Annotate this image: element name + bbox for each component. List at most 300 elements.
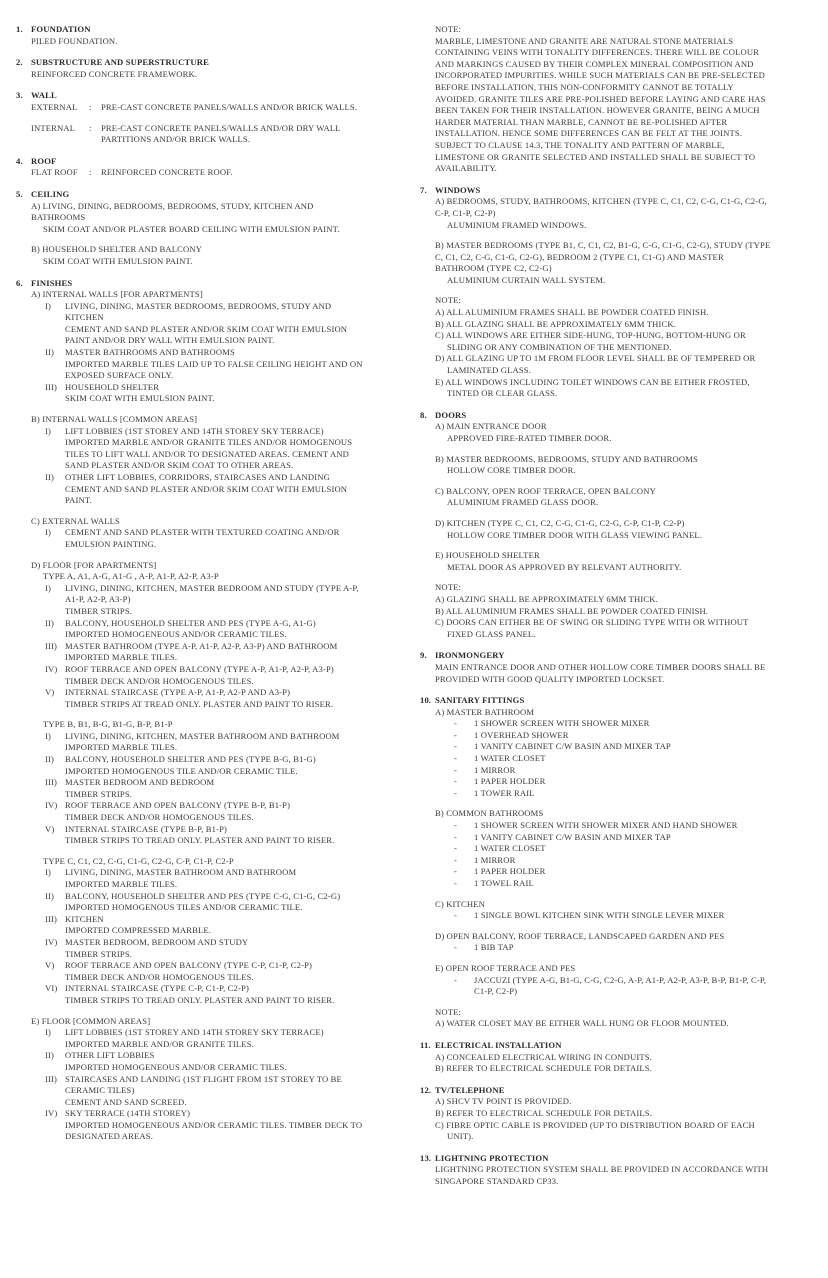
finish-item	[31, 777, 368, 800]
fitting-item	[435, 741, 772, 753]
finish-item	[31, 960, 368, 983]
subsection-head: A) BEDROOMS, STUDY, BATHROOMS, KITCHEN (TYPE C, C1, C2, C-G, C1-G, C2-G, C-P, C1-P, C2-P)	[435, 196, 767, 218]
item-text	[65, 664, 368, 687]
subsection-head: A) LIVING, DINING, BEDROOMS, BEDROOMS, STUDY, KITCHEN AND BATHROOMS	[31, 200, 314, 223]
finish-item	[31, 618, 368, 641]
item-marker: VI)	[45, 983, 58, 994]
spec-row	[16, 102, 368, 114]
subsection-text: SKIM COAT AND/OR PLASTER BOARD CEILING WITH EMULSION PAINT.	[43, 223, 340, 234]
item-title: ROOF TERRACE AND OPEN BALCONY (TYPE A-P, A1-P, A2-P, A3-P)	[65, 663, 334, 674]
finish-item	[31, 914, 368, 937]
section-text: LIGHTNING PROTECTION SYSTEM SHALL BE PROVIDED IN ACCORDANCE WITH SINGAPORE STANDARD CP33.	[435, 1164, 769, 1186]
subsection-head: B) MASTER BEDROOMS (TYPE B1, C, C1, C2, B1-G, C-G, C1-G, C2-G), STUDY (TYPE C, C1, C2, C-G, C1-G, C2-G), BEDROOM 2 (TYPE C1, C1-G) AND MASTER BATHROOM (TYPE C2, C2-G)	[435, 240, 771, 274]
fitting-text: 1 BIB TAP	[474, 942, 514, 953]
doors-section	[420, 410, 772, 641]
item-text	[65, 347, 368, 382]
section-text: REINFORCED CONCRETE FRAMEWORK.	[31, 68, 198, 79]
item-detail: IMPORTED MARBLE AND/OR GRANITE TILES AND/OR HOMOGENOUS TILES TO LIFT WALL AND/OR TO DESIGNATED AREAS. CEMENT AND SAND PLASTER AND/OR SKIM COAT TO OTHER AREAS.	[65, 437, 353, 471]
subsection	[16, 201, 368, 236]
item-marker: III)	[45, 913, 58, 924]
spec-key: FLAT ROOF	[31, 167, 78, 178]
fitting-text: 1 PAPER HOLDER	[474, 776, 546, 787]
section-heading	[16, 189, 368, 201]
subsection	[16, 244, 368, 267]
item-title: INTERNAL STAIRCASE (TYPE C-P, C1-P, C2-P)	[65, 983, 249, 994]
spacer	[435, 922, 772, 931]
section-text: MAIN ENTRANCE DOOR AND OTHER HOLLOW CORE TIMBER DOORS SHALL BE PROVIDED WITH GOOD QUALITY IMPORTED LOCKSET.	[435, 661, 766, 684]
item-detail: TIMBER DECK AND/OR HOMOGENOUS TILES.	[65, 675, 254, 686]
sanitary-section	[420, 695, 772, 1030]
item-text	[65, 618, 368, 641]
item-title: LIVING, DINING, MASTER BEDROOMS, BEDROOMS, STUDY AND KITCHEN	[65, 300, 332, 323]
electrical-section	[420, 1040, 772, 1075]
dash-marker: -	[454, 764, 458, 775]
section-heading	[420, 695, 772, 707]
note-label: NOTE:	[435, 1006, 462, 1017]
item-marker: I)	[45, 527, 52, 538]
item-text	[65, 472, 368, 507]
subsection-head: D) OPEN BALCONY, ROOF TERRACE, LANDSCAPED GARDEN AND PES	[435, 930, 725, 941]
spacer	[31, 551, 368, 560]
finish-item	[31, 426, 368, 472]
item-text	[65, 983, 368, 1006]
subsection-head: A) INTERNAL WALLS [FOR APARTMENTS]	[31, 289, 203, 300]
dash-marker: -	[454, 831, 458, 842]
item-text	[65, 800, 368, 823]
spec-colon: :	[89, 167, 92, 178]
finish-item	[31, 1027, 368, 1050]
item-title: MASTER BATHROOM (TYPE A-P, A1-P, A2-P, A3-P) AND BATHROOM	[65, 640, 338, 651]
fitting-item	[435, 776, 772, 788]
fitting-text: 1 TOWER RAIL	[474, 787, 535, 798]
section-line: A) CONCEALED ELECTRICAL WIRING IN CONDUITS.	[435, 1051, 652, 1062]
section-number: 9.	[420, 650, 427, 661]
spec-section	[16, 57, 368, 80]
item-title: INTERNAL STAIRCASE (TYPE A-P, A1-P, A2-P AND A3-P)	[65, 687, 291, 698]
item-title: BALCONY, HOUSEHOLD SHELTER AND PES (TYPE A-G, A1-G)	[65, 617, 316, 628]
subsection-head: B) MASTER BEDROOMS, BEDROOMS, STUDY AND BATHROOMS	[435, 453, 698, 464]
spec-section	[16, 189, 368, 268]
item-detail: IMPORTED MARBLE TILES.	[65, 652, 178, 663]
section-heading	[16, 156, 368, 168]
stone-note	[420, 24, 772, 175]
spacer	[31, 847, 368, 856]
section-title: WINDOWS	[435, 184, 481, 195]
subsection-text: ALUMINIUM FRAMED WINDOWS.	[447, 219, 587, 230]
item-detail: TIMBER DECK AND/OR HOMOGENOUS TILES.	[65, 971, 254, 982]
finish-item	[31, 754, 368, 777]
section-body	[420, 1096, 772, 1142]
spacer	[435, 477, 772, 486]
fitting-text: 1 WATER CLOSET	[474, 843, 546, 854]
item-text	[65, 777, 368, 800]
finish-item	[31, 824, 368, 847]
item-text	[65, 641, 368, 664]
item-text	[65, 824, 368, 847]
fitting-text: 1 WATER CLOSET	[474, 753, 546, 764]
section-heading	[420, 1153, 772, 1165]
item-title: MASTER BEDROOM, BEDROOM AND STUDY	[65, 936, 249, 947]
dash-marker: -	[454, 741, 458, 752]
item-marker: I)	[45, 582, 52, 593]
note-body	[420, 24, 772, 175]
item-title: LIVING, DINING, KITCHEN, MASTER BATHROOM AND BATHROOM	[65, 730, 340, 741]
spacer	[16, 114, 368, 123]
finish-item	[31, 641, 368, 664]
left-column	[16, 24, 368, 1143]
fitting-text: 1 MIRROR	[474, 854, 516, 865]
section-body	[420, 1164, 772, 1187]
item-marker: IV)	[45, 1108, 58, 1119]
section-heading	[420, 650, 772, 662]
item-title: SKY TERRACE (14TH STOREY)	[65, 1108, 191, 1119]
spacer	[435, 799, 772, 808]
item-title: STAIRCASES AND LANDING (1ST FLIGHT FROM 1ST STOREY TO BE CERAMIC TILES)	[65, 1073, 342, 1096]
section-number: 8.	[420, 409, 427, 420]
subsection-text: SKIM COAT WITH EMULSION PAINT.	[43, 255, 193, 266]
spec-value: PRE-CAST CONCRETE PANELS/WALLS AND/OR BRICK WALLS.	[101, 101, 358, 112]
subsection-head: E) FLOOR [COMMON AREAS]	[31, 1015, 151, 1026]
item-marker: II)	[45, 472, 55, 482]
item-detail: IMPORTED HOMOGENEOUS AND/OR CERAMIC TILES. TIMBER DECK TO DESIGNATED AREAS.	[65, 1119, 363, 1142]
type-label: TYPE A, A1, A-G, A1-G , A-P, A1-P, A2-P, A3-P	[43, 571, 219, 582]
note-item: B) ALL GLAZING SHALL BE APPROXIMATELY 6MM THICK.	[435, 318, 677, 329]
dash-marker: -	[454, 843, 458, 854]
item-title: LIFT LOBBIES (1ST STOREY AND 14TH STOREY SKY TERRACE)	[65, 425, 324, 436]
item-marker: I)	[45, 300, 52, 311]
section-line: A) SHCV TV POINT IS PROVIDED.	[435, 1096, 572, 1107]
item-text	[65, 1074, 368, 1109]
dash-marker: -	[454, 776, 458, 787]
item-detail: TIMBER STRIPS.	[65, 948, 133, 959]
spacer	[31, 1007, 368, 1016]
spec-value: PRE-CAST CONCRETE PANELS/WALLS AND/OR DRY WALL PARTITIONS AND/OR BRICK WALLS.	[101, 122, 341, 145]
item-detail: TIMBER STRIPS.	[65, 788, 133, 799]
fitting-item	[435, 765, 772, 777]
item-detail: TIMBER STRIPS TO TREAD ONLY. PLASTER AND PAINT TO RISER.	[65, 994, 335, 1005]
fitting-item	[435, 843, 772, 855]
note-item: C) DOORS CAN EITHER BE OF SWING OR SLIDING TYPE WITH OR WITHOUT FIXED GLASS PANEL.	[435, 617, 749, 639]
note-label: NOTE:	[435, 295, 462, 306]
section-number: 7.	[420, 184, 427, 195]
section-line: B) REFER TO ELECTRICAL SCHEDULE FOR DETAILS.	[435, 1063, 653, 1074]
finish-item	[31, 891, 368, 914]
finish-item	[31, 983, 368, 1006]
item-detail: CEMENT AND SAND SCREED.	[65, 1096, 187, 1107]
finish-item	[31, 1108, 368, 1143]
section-number: 5.	[16, 188, 23, 199]
fitting-item	[435, 975, 772, 998]
item-text	[65, 1108, 368, 1143]
item-detail: IMPORTED MARBLE AND/OR GRANITE TILES.	[65, 1038, 254, 1049]
spacer	[31, 507, 368, 516]
fitting-text: 1 OVERHEAD SHOWER	[474, 729, 569, 740]
item-text	[65, 301, 368, 347]
fitting-text: 1 VANITY CABINET C/W BASIN AND MIXER TAP	[474, 831, 671, 842]
finish-item	[31, 731, 368, 754]
finish-item	[31, 687, 368, 710]
section-title: SANITARY FITTINGS	[435, 695, 525, 706]
item-title: LIVING, DINING, MASTER BATHROOM AND BATHROOM	[65, 867, 297, 878]
dash-marker: -	[454, 718, 458, 729]
subsection-text: ALUMINIUM CURTAIN WALL SYSTEM.	[447, 274, 606, 285]
section-title: FINISHES	[31, 277, 73, 288]
spacer	[435, 998, 772, 1007]
section-title: IRONMONGERY	[435, 650, 505, 661]
section-heading	[420, 410, 772, 422]
item-detail: IMPORTED COMPRESSED MARBLE.	[65, 925, 212, 936]
item-detail: TIMBER DECK AND/OR HOMOGENOUS TILES.	[65, 812, 254, 823]
section-number: 4.	[16, 155, 23, 166]
fitting-text: 1 PAPER HOLDER	[474, 866, 546, 877]
finish-item	[31, 527, 368, 550]
subsection-text: HOLLOW CORE TIMBER DOOR WITH GLASS VIEWING PANEL.	[447, 529, 703, 540]
item-marker: II)	[45, 1050, 55, 1061]
item-text	[65, 731, 368, 754]
note-item: A) WATER CLOSET MAY BE EITHER WALL HUNG OR FLOOR MOUNTED.	[435, 1018, 729, 1029]
dash-marker: -	[454, 942, 458, 953]
subsection-head: B) HOUSEHOLD SHELTER AND BALCONY	[31, 244, 203, 255]
fitting-item	[435, 753, 772, 765]
spec-section	[16, 278, 368, 290]
note-label: NOTE:	[435, 24, 462, 34]
section-title: WALL	[31, 90, 57, 101]
windows-section	[420, 185, 772, 400]
item-detail: IMPORTED MARBLE TILES LAID UP TO FALSE CEILING HEIGHT AND ON EXPOSED SURFACE ONLY.	[65, 358, 363, 381]
note-item: A) ALL ALUMINIUM FRAMES SHALL BE POWDER COATED FINISH.	[435, 307, 709, 318]
section-heading	[16, 278, 368, 290]
fitting-item	[435, 718, 772, 730]
section-title: CEILING	[31, 188, 70, 199]
finish-item	[31, 937, 368, 960]
fitting-item	[435, 910, 772, 922]
item-marker: III)	[45, 381, 58, 392]
finish-item	[31, 1074, 368, 1109]
fitting-text: 1 VANITY CABINET C/W BASIN AND MIXER TAP	[474, 741, 671, 752]
item-detail: IMPORTED MARBLE TILES.	[65, 879, 178, 889]
subsection-text: APPROVED FIRE-RATED TIMBER DOOR.	[447, 433, 612, 443]
spec-key: EXTERNAL	[31, 101, 78, 112]
item-marker: I)	[45, 1027, 52, 1038]
item-detail: TIMBER STRIPS.	[65, 605, 133, 616]
finish-item	[31, 800, 368, 823]
section-heading	[420, 185, 772, 197]
section-body	[420, 707, 772, 1030]
item-text	[65, 426, 368, 472]
section-heading	[420, 1040, 772, 1052]
spec-value: REINFORCED CONCRETE ROOF.	[101, 167, 233, 178]
item-title: LIFT LOBBIES (1ST STOREY AND 14TH STOREY SKY TERRACE)	[65, 1027, 324, 1038]
item-text	[65, 687, 368, 710]
section-line: C) FIBRE OPTIC CABLE IS PROVIDED (UP TO DISTRIBUTION BOARD OF EACH UNIT).	[435, 1119, 755, 1142]
section-line: B) REFER TO ELECTRICAL SCHEDULE FOR DETAILS.	[435, 1107, 653, 1118]
item-title: BALCONY, HOUSEHOLD SHELTER AND PES (TYPE B-G, B1-G)	[65, 754, 316, 765]
type-label: TYPE C, C1, C2, C-G, C1-G, C2-G, C-P, C1-P, C2-P	[43, 855, 234, 866]
section-title: TV/TELEPHONE	[435, 1084, 505, 1095]
dash-marker: -	[454, 787, 458, 798]
item-text	[65, 527, 368, 550]
section-title: DOORS	[435, 409, 467, 420]
item-detail: IMPORTED HOMOGENEOUS AND/OR CERAMIC TILES.	[65, 1061, 287, 1072]
item-detail: TIMBER STRIPS TO TREAD ONLY. PLASTER AND PAINT TO RISER.	[65, 835, 335, 846]
item-title: MASTER BEDROOM AND BEDROOM	[65, 777, 215, 788]
finish-item	[31, 347, 368, 382]
fitting-text: 1 SHOWER SCREEN WITH SHOWER MIXER	[474, 718, 650, 729]
fitting-text: 1 SHOWER SCREEN WITH SHOWER MIXER AND HAND SHOWER	[474, 820, 738, 831]
fitting-item	[435, 855, 772, 867]
item-title: HOUSEHOLD SHELTER	[65, 381, 160, 392]
ironmongery-section	[420, 650, 772, 685]
dash-marker: -	[454, 910, 458, 921]
section-heading	[420, 1085, 772, 1097]
spacer	[435, 445, 772, 454]
spacer	[435, 509, 772, 518]
section-title: FOUNDATION	[31, 24, 91, 34]
spacer	[435, 541, 772, 550]
note-item: E) ALL WINDOWS INCLUDING TOILET WINDOWS CAN BE EITHER FROSTED, TINTED OR CLEAR GLASS.	[435, 376, 750, 399]
item-detail: IMPORTED HOMOGENOUS TILES AND/OR CERAMIC TILE.	[65, 902, 303, 913]
item-marker: IV)	[45, 663, 58, 674]
item-title: CEMENT AND SAND PLASTER WITH TEXTURED COATING AND/OR EMULSION PAINTING.	[65, 527, 340, 549]
item-marker: II)	[45, 754, 55, 765]
subsection-head: A) MASTER BATHROOM	[435, 706, 535, 717]
item-title: MASTER BATHROOMS AND BATHROOMS	[65, 347, 235, 358]
section-number: 2.	[16, 57, 23, 68]
item-marker: II)	[45, 890, 55, 901]
finish-item	[31, 867, 368, 890]
section-title: ROOF	[31, 155, 57, 166]
item-marker: I)	[45, 867, 52, 878]
item-marker: V)	[45, 823, 55, 834]
spec-key: INTERNAL	[31, 122, 76, 133]
fitting-text: 1 SINGLE BOWL KITCHEN SINK WITH SINGLE LEVER MIXER	[474, 910, 725, 921]
item-detail: IMPORTED MARBLE TILES.	[65, 742, 178, 753]
subsection-text: METAL DOOR AS APPROVED BY RELEVANT AUTHORITY.	[447, 561, 682, 572]
dash-marker: -	[454, 820, 458, 831]
section-number: 12.	[420, 1084, 432, 1095]
spec-colon: :	[89, 122, 92, 133]
spec-section	[16, 156, 368, 179]
item-text	[65, 1027, 368, 1050]
item-marker: III)	[45, 777, 58, 788]
item-marker: II)	[45, 617, 55, 628]
subsection-head: D) FLOOR [FOR APARTMENTS]	[31, 559, 157, 570]
section-title: LIGHTNING PROTECTION	[435, 1152, 549, 1163]
subsection-text: ALUMINIUM FRAMED GLASS DOOR.	[447, 497, 599, 508]
subsection-head: D) KITCHEN (TYPE C, C1, C2, C-G, C1-G, C2-G, C-P, C1-P, C2-P)	[435, 517, 685, 528]
type-label: TYPE B, B1, B-G, B1-G, B-P, B1-P	[43, 719, 173, 730]
item-title: ROOF TERRACE AND OPEN BALCONY (TYPE B-P, B1-P)	[65, 800, 291, 811]
tv-section	[420, 1085, 772, 1143]
subsection-head: B) COMMON BATHROOMS	[435, 808, 544, 819]
fitting-item	[435, 942, 772, 954]
subsection-head: A) MAIN ENTRANCE DOOR	[435, 421, 547, 432]
section-heading	[16, 24, 368, 36]
finish-item	[31, 664, 368, 687]
fitting-item	[435, 878, 772, 890]
dash-marker: -	[454, 866, 458, 877]
subsection-head: E) HOUSEHOLD SHELTER	[435, 550, 540, 561]
item-title: KITCHEN	[65, 913, 104, 924]
finish-item	[31, 583, 368, 618]
subsection-head: C) EXTERNAL WALLS	[31, 515, 120, 526]
item-text	[65, 754, 368, 777]
subsection-head: C) BALCONY, OPEN ROOF TERRACE, OPEN BALCONY	[435, 485, 656, 496]
fitting-item	[435, 730, 772, 742]
section-number: 11.	[420, 1039, 431, 1050]
spec-row	[16, 123, 368, 146]
item-text	[65, 960, 368, 983]
note-item: C) ALL WINDOWS ARE EITHER SIDE-HUNG, TOP-HUNG, BOTTOM-HUNG OR SLIDING OR ANY COMBINATION OF THE MENTIONED.	[435, 330, 746, 352]
item-marker: I)	[45, 730, 52, 741]
fitting-text: 1 MIRROR	[474, 764, 516, 775]
spacer	[31, 405, 368, 414]
note-item: D) ALL GLAZING UP TO 1M FROM FLOOR LEVEL SHALL BE OF TEMPERED OR LAMINATED GLASS.	[435, 353, 756, 376]
section-number: 6.	[16, 277, 23, 288]
spec-section	[16, 90, 368, 145]
item-text	[65, 382, 368, 405]
spacer	[31, 710, 368, 719]
dash-marker: -	[454, 974, 458, 985]
spacer	[16, 235, 368, 244]
item-text	[65, 867, 368, 890]
note-item: A) GLAZING SHALL BE APPROXIMATELY 6MM THICK.	[435, 593, 658, 604]
spec-section	[16, 24, 368, 47]
item-marker: II)	[45, 347, 55, 358]
dash-marker: -	[454, 878, 458, 888]
fitting-text: JACCUZI (TYPE A-G, B1-G, C-G, C2-G, A-P, A1-P, A2-P, A3-P, B-P, B1-P, C-P, C1-P, C2-P)	[474, 974, 767, 997]
item-marker: IV)	[45, 936, 58, 947]
fitting-item	[435, 866, 772, 878]
section-body	[420, 421, 772, 640]
note-text: MARBLE, LIMESTONE AND GRANITE ARE NATURAL STONE MATERIALS CONTAINING VEINS WITH TONALITY DIFFERENCES. THERE WILL BE COLOUR AND MARKINGS CAUSED BY THEIR COMPLEX MINERAL COMPOSITION AND INCORPORATED IMPURITIES. WHILE SUCH MATERIALS CAN BE PRE-SELECTED BEFORE INSTALLATION, THIS NON-CONFORMITY CANNOT BE TOTALLY AVOIDED. GRANITE TILES ARE PRE-POLISHED BEFORE LAYING AND CARE HAS BEEN TAKEN FOR THEIR INSTALLATION. HOWEVER GRANITE, BEING A MUCH HARDER MATERIAL THAN MARBLE, CANNOT BE RE-POLISHED AFTER INSTALLATION. HENCE SOME DIFFERENCES CAN BE FELT AT THE JOINTS. SUBJECT TO CLAUSE 14.3, THE TONALITY AND PATTERN OF MARBLE, LIMESTONE OR GRANITE SELECTED AND INSTALLED SHALL BE SUBJECT TO AVAILABILITY.	[435, 35, 766, 174]
section-number: 10.	[420, 695, 432, 706]
item-text	[65, 1050, 368, 1073]
finish-item	[31, 382, 368, 405]
spacer	[435, 890, 772, 899]
item-title: LIVING, DINING, KITCHEN, MASTER BEDROOM AND STUDY (TYPE A-P, A1-P, A2-P, A3-P)	[65, 582, 359, 605]
section-text: PILED FOUNDATION.	[31, 35, 118, 46]
dash-marker: -	[454, 753, 458, 764]
finishes-body	[16, 289, 368, 1143]
subsection-text: HOLLOW CORE TIMBER DOOR.	[447, 465, 576, 476]
fitting-text: 1 TOWEL RAIL	[474, 878, 534, 888]
dash-marker: -	[454, 854, 458, 865]
item-title: OTHER LIFT LOBBIES, CORRIDORS, STAIRCASES AND LANDING	[65, 472, 330, 482]
section-title: ELECTRICAL INSTALLATION	[435, 1039, 562, 1050]
section-number: 3.	[16, 90, 23, 101]
section-body	[420, 1052, 772, 1075]
item-marker: III)	[45, 640, 58, 651]
spacer	[435, 231, 772, 240]
spacer	[435, 573, 772, 582]
spacer	[435, 954, 772, 963]
section-body	[420, 662, 772, 685]
spec-row	[16, 167, 368, 179]
subsection-head: B) INTERNAL WALLS [COMMON AREAS]	[31, 414, 198, 425]
item-title: ROOF TERRACE AND OPEN BALCONY (TYPE C-P, C1-P, C2-P)	[65, 960, 313, 971]
section-body	[420, 196, 772, 400]
item-marker: I)	[45, 425, 52, 436]
section-heading	[16, 90, 368, 102]
right-column	[420, 24, 772, 1197]
item-detail: CEMENT AND SAND PLASTER AND/OR SKIM COAT WITH EMULSION PAINT.	[65, 483, 348, 506]
item-detail: IMPORTED HOMOGENEOUS AND/OR CERAMIC TILES.	[65, 629, 287, 640]
fitting-item	[435, 832, 772, 844]
dash-marker: -	[454, 729, 458, 740]
lightning-section	[420, 1153, 772, 1188]
item-detail: SKIM COAT WITH EMULSION PAINT.	[65, 393, 215, 404]
